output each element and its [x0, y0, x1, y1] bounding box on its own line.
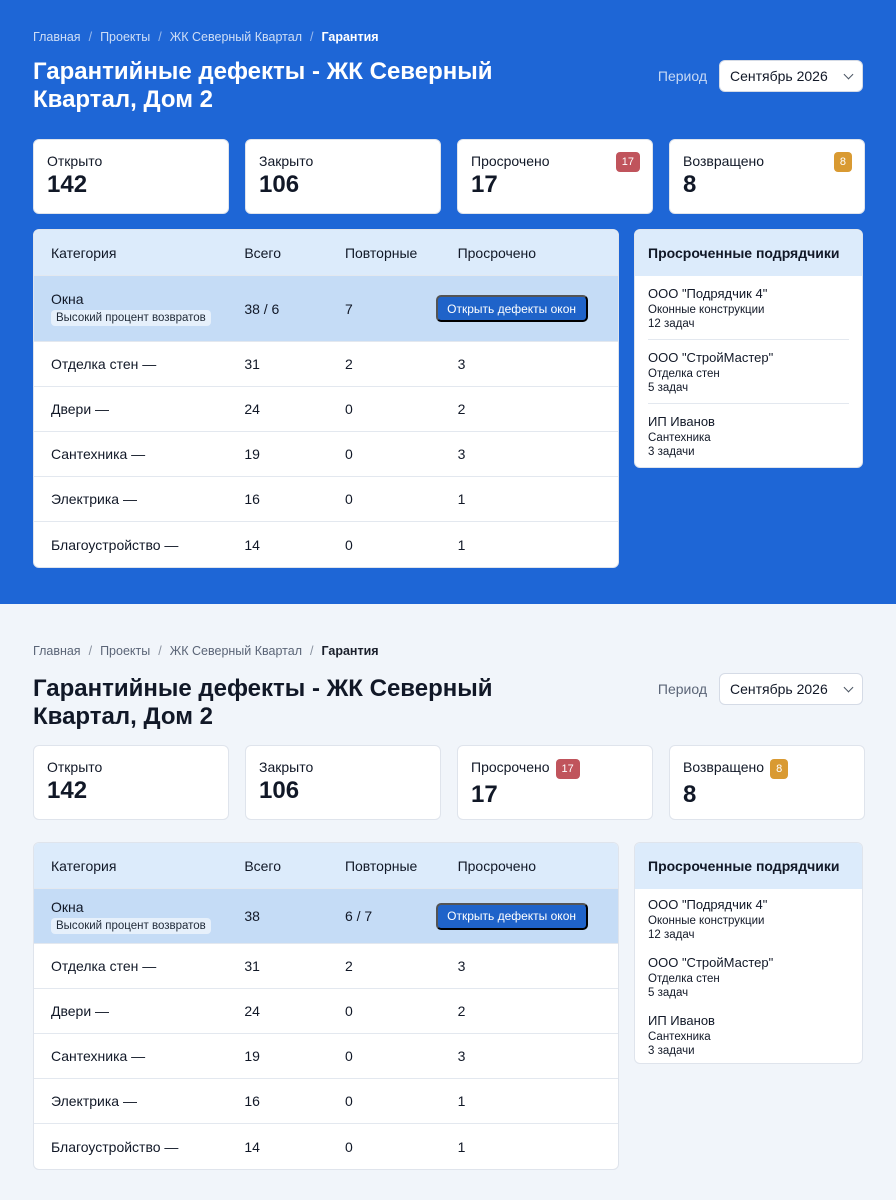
cell-overdue: 3	[457, 356, 466, 372]
defects-table	[33, 842, 619, 1170]
cell-overdue: 3	[457, 958, 466, 974]
stats-row	[33, 745, 865, 820]
stat-label	[471, 759, 639, 779]
contractor-task-count: 3 задачи	[648, 1045, 695, 1057]
table-row[interactable]	[34, 1124, 618, 1169]
contractor-name: ООО "СтройМастер"	[648, 350, 774, 365]
col-repeat[interactable]: Повторные	[344, 244, 418, 261]
cell-total: 14	[244, 1138, 260, 1155]
stat-value: 106	[259, 777, 300, 804]
contractor-item[interactable]	[648, 947, 849, 1005]
cell-repeat: 6 / 7	[344, 908, 373, 924]
stat-label: Открыто	[47, 153, 103, 169]
cell-total: 16	[244, 1093, 260, 1109]
cell-total: 14	[244, 536, 260, 553]
breadcrumb-separator: /	[158, 30, 162, 44]
cell-total: 38	[244, 908, 260, 924]
open-window-defects-button[interactable]: Открыть дефекты окон	[436, 295, 588, 322]
cell-overdue: 3	[457, 1048, 466, 1064]
cell-repeat: 2	[344, 356, 353, 372]
stat-label: Просрочено	[471, 153, 550, 169]
breadcrumb-separator: /	[309, 30, 314, 44]
open-window-defects-button[interactable]: Открыть дефекты окон	[436, 903, 588, 930]
overdue-badge: 17	[616, 152, 640, 172]
breadcrumb-complex[interactable]: ЖК Северный Квартал	[169, 644, 302, 658]
cell-overdue: 3	[457, 446, 466, 462]
cell-repeat: 0	[344, 491, 353, 507]
contractor-scope: Сантехника	[648, 432, 711, 444]
cell-total: 16	[244, 491, 260, 507]
cell-repeat: 0	[344, 1093, 353, 1109]
contractor-scope: Сантехника	[648, 1031, 711, 1043]
chevron-down-icon	[844, 682, 854, 692]
breadcrumb-projects[interactable]: Проекты	[100, 644, 151, 658]
contractor-name: ООО "СтройМастер"	[648, 955, 774, 970]
contractor-name: ООО "Подрядчик 4"	[648, 897, 768, 912]
stat-value: 8	[683, 171, 697, 198]
stat-label	[683, 759, 851, 779]
contractor-scope: Отделка стен	[648, 973, 720, 985]
breadcrumb-projects[interactable]: Проекты	[100, 30, 151, 44]
contractor-scope: Отделка стен	[648, 368, 720, 380]
breadcrumb-current: Гарантия	[321, 30, 379, 44]
contractor-item[interactable]	[648, 889, 849, 947]
cell-overdue: 1	[457, 491, 466, 507]
cell-category: Сантехника —	[51, 446, 146, 462]
stat-label: Возвращено	[683, 153, 765, 169]
page-title: Гарантийные дефекты - ЖК Северный Квартал, Дом 2	[33, 675, 493, 730]
cell-repeat: 2	[344, 958, 353, 974]
contractor-task-count: 5 задач	[648, 987, 689, 999]
stat-label: Закрыто	[259, 759, 314, 775]
cell-repeat: 0	[344, 446, 353, 462]
breadcrumb-current: Гарантия	[321, 644, 379, 658]
cell-category: Сантехника —	[51, 1048, 146, 1064]
cell-total: 24	[244, 401, 260, 417]
col-category[interactable]: Категория	[51, 857, 117, 874]
breadcrumb-separator: /	[158, 644, 162, 658]
contractor-task-count: 12 задач	[648, 318, 695, 330]
stat-label: Открыто	[47, 759, 103, 775]
cell-category: Двери —	[51, 1003, 110, 1019]
cell-category	[34, 899, 244, 934]
table-row[interactable]	[34, 1034, 618, 1079]
col-category[interactable]: Категория	[51, 244, 117, 261]
cell-repeat: 0	[344, 1138, 353, 1155]
table-row[interactable]	[34, 1079, 618, 1124]
stat-value: 106	[259, 171, 300, 198]
breadcrumb-home[interactable]: Главная	[33, 30, 81, 44]
contractors-title: Просроченные подрядчики	[635, 843, 862, 889]
col-total[interactable]: Всего	[244, 857, 282, 874]
cell-category: Электрика —	[51, 1093, 137, 1109]
cell-repeat: 0	[344, 1003, 353, 1019]
contractor-task-count: 3 задачи	[648, 446, 695, 458]
stat-label-text: Просрочено	[471, 759, 550, 775]
breadcrumb-separator: /	[88, 30, 93, 44]
cell-overdue: 1	[457, 1138, 466, 1155]
cell-total: 38 / 6	[244, 300, 280, 317]
period-value: Сентябрь 2026	[730, 681, 828, 697]
cell-overdue	[447, 903, 618, 930]
contractor-scope: Оконные конструкции	[648, 915, 765, 927]
contractor-name: ООО "Подрядчик 4"	[648, 286, 768, 301]
cell-repeat: 0	[344, 401, 353, 417]
col-total[interactable]: Всего	[244, 244, 282, 261]
col-overdue[interactable]: Просрочено	[457, 857, 537, 874]
period-label: Период	[657, 681, 707, 697]
category-name: Окна	[51, 898, 84, 915]
contractor-name: ИП Иванов	[648, 1013, 715, 1028]
stat-value: 8	[683, 781, 697, 808]
cell-overdue: 1	[457, 536, 466, 553]
page-title: Гарантийные дефекты - ЖК Северный Квартал, Дом 2	[33, 58, 493, 113]
table-row[interactable]	[34, 989, 618, 1034]
stat-value: 17	[471, 171, 498, 198]
col-repeat[interactable]: Повторные	[344, 857, 418, 874]
cell-category: Отделка стен —	[51, 356, 157, 372]
contractor-name: ИП Иванов	[648, 414, 715, 429]
cell-repeat: 0	[344, 1048, 353, 1064]
cell-repeat: 7	[344, 300, 353, 317]
stat-value: 142	[47, 777, 88, 804]
period-select[interactable]	[719, 673, 863, 705]
contractor-task-count: 5 задач	[648, 382, 689, 394]
contractor-scope: Оконные конструкции	[648, 304, 765, 316]
breadcrumb-separator: /	[309, 644, 314, 658]
cell-total: 24	[244, 1003, 260, 1019]
high-return-tag: Высокий процент возвратов	[51, 918, 211, 934]
overdue-contractors-card	[634, 842, 863, 1064]
cell-repeat: 0	[344, 536, 353, 553]
returned-badge: 8	[770, 759, 788, 779]
col-overdue[interactable]: Просрочено	[457, 244, 537, 261]
table-row[interactable]	[34, 944, 618, 989]
period-filter	[658, 673, 863, 705]
overdue-badge: 17	[556, 759, 580, 779]
cell-category: Отделка стен —	[51, 958, 157, 974]
stat-value: 17	[471, 781, 498, 808]
cell-total: 19	[244, 1048, 260, 1064]
stat-value: 142	[47, 171, 88, 198]
cell-total: 19	[244, 446, 260, 462]
table-row-windows[interactable]	[34, 889, 618, 944]
period-label: Период	[657, 68, 707, 84]
stat-card-overdue	[457, 745, 653, 820]
breadcrumb-separator: /	[88, 644, 93, 658]
contractor-item[interactable]	[648, 1005, 849, 1063]
stat-label: Закрыто	[259, 153, 314, 169]
cell-overdue: 2	[457, 401, 466, 417]
contractor-task-count: 12 задач	[648, 929, 695, 941]
stat-card-returned	[669, 745, 865, 820]
contractors-title: Просроченные подрядчики	[635, 230, 862, 276]
breadcrumb-home[interactable]: Главная	[33, 644, 81, 658]
stat-card-open	[33, 745, 229, 820]
cell-category: Двери —	[51, 401, 110, 417]
category-name: Окна	[51, 291, 84, 307]
breadcrumb-complex[interactable]: ЖК Северный Квартал	[169, 30, 302, 44]
cell-category: Благоустройство —	[51, 1138, 179, 1155]
returned-badge: 8	[834, 152, 852, 172]
cell-category: Благоустройство —	[51, 536, 179, 553]
stat-label-text: Возвращено	[683, 759, 765, 775]
table-header	[34, 843, 618, 889]
cell-total: 31	[244, 356, 260, 372]
cell-category: Электрика —	[51, 491, 137, 507]
period-value: Сентябрь 2026	[730, 68, 828, 84]
cell-total: 31	[244, 958, 260, 974]
cell-overdue: 2	[457, 1003, 466, 1019]
cell-overdue: 1	[457, 1093, 466, 1109]
stat-card-closed	[245, 745, 441, 820]
high-return-tag: Высокий процент возвратов	[51, 310, 211, 326]
